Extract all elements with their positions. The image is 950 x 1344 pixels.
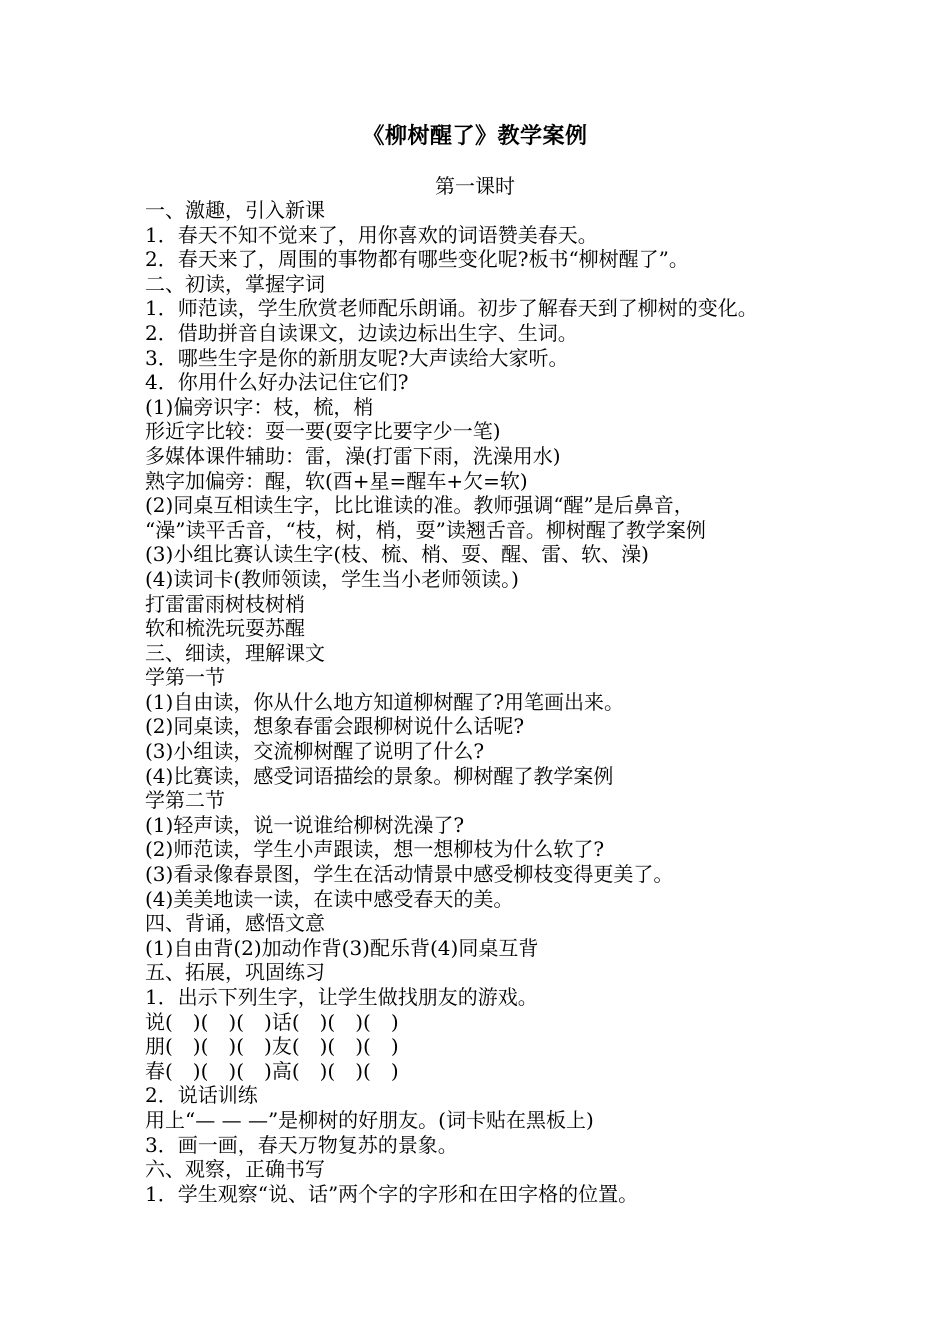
text-line: 1．师范读，学生欣赏老师配乐朗诵。初步了解春天到了柳树的变化。	[145, 296, 758, 321]
text-line: 3．哪些生字是你的新朋友呢?大声读给大家听。	[145, 345, 569, 370]
text-line: 1．出示下列生字，让学生做找朋友的游戏。	[145, 985, 538, 1009]
text-line: 形近字比较：耍一要(耍字比要字少一笔)	[145, 419, 501, 444]
text-line: (4)比赛读，感受词语描绘的景象。柳树醒了教学案例	[145, 763, 614, 788]
section-heading-2: 二、初读，掌握字词	[145, 271, 325, 296]
text-line: 1．春天不知不觉来了，用你喜欢的词语赞美春天。	[145, 222, 598, 247]
section-heading-1: 一、激趣，引入新课	[145, 198, 325, 222]
text-line: 春( )( )( )高( )( )( )	[145, 1058, 399, 1083]
text-line: 1．学生观察“说、话”两个字的字形和在田字格的位置。	[145, 1181, 639, 1206]
section-heading-4: 四、背诵，感悟文意	[145, 911, 325, 936]
text-line: (3)小组比赛认读生字(枝、梳、梢、耍、醒、雷、软、澡)	[145, 542, 649, 567]
text-line: 软和梳洗玩耍苏醒	[145, 616, 305, 641]
text-line: (4)美美地读一读，在读中感受春天的美。	[145, 886, 514, 911]
text-line: 多媒体课件辅助：雷，澡(打雷下雨，洗澡用水)	[145, 443, 561, 468]
section-heading-3: 三、细读，理解课文	[145, 640, 325, 665]
text-line: 用上“— — —”是柳树的好朋友。(词卡贴在黑板上)	[145, 1107, 594, 1132]
text-line: (2)师范读，学生小声跟读，想一想柳枝为什么软了?	[145, 837, 605, 862]
text-line: (2)同桌互相读生字，比比谁读的准。教师强调“醒”是后鼻音，	[145, 493, 694, 518]
lesson-period: 第一课时	[435, 174, 515, 198]
text-line: (1)自由背(2)加动作背(3)配乐背(4)同桌互背	[145, 935, 539, 960]
document-title: 《柳树醒了》教学案例	[362, 123, 588, 149]
text-line: 打雷雷雨树枝树梢	[145, 591, 305, 616]
text-line: 2．说话训练	[145, 1083, 258, 1108]
text-line: 说( )( )( )话( )( )( )	[145, 1009, 399, 1034]
text-line: (4)读词卡(教师领读，学生当小老师领读。)	[145, 566, 519, 591]
text-line: (3)看录像春景图，学生在活动情景中感受柳枝变得更美了。	[145, 862, 674, 887]
text-line: (1)偏旁识字：枝，梳，梢	[145, 394, 374, 419]
text-line: 学第二节	[145, 788, 225, 813]
text-line: 学第一节	[145, 665, 225, 690]
text-line: (1)自由读，你从什么地方知道柳树醒了?用笔画出来。	[145, 689, 625, 714]
text-line: 熟字加偏旁：醒，软(酉+星=醒车+欠=软)	[145, 468, 528, 493]
document-body	[145, 198, 825, 1206]
text-line: “澡”读平舌音，“枝，树，梢，耍”读翘舌音。柳树醒了教学案例	[145, 517, 706, 542]
text-line: 4．你用什么好办法记住它们?	[145, 370, 409, 395]
text-line: (3)小组读，交流柳树醒了说明了什么?	[145, 739, 485, 764]
text-line: (2)同桌读，想象春雷会跟柳树说什么话呢?	[145, 714, 525, 739]
section-heading-5: 五、拓展，巩固练习	[145, 960, 325, 985]
section-heading-6: 六、观察，正确书写	[145, 1157, 325, 1182]
text-line: 2．借助拼音自读课文，边读边标出生字、生词。	[145, 320, 578, 345]
text-line: (1)轻声读，说一说谁给柳树洗澡了?	[145, 812, 465, 837]
text-line: 2．春天来了，周围的事物都有哪些变化呢?板书“柳树醒了”。	[145, 247, 689, 272]
text-line: 3．画一画，春天万物复苏的景象。	[145, 1132, 458, 1157]
text-line: 朋( )( )( )友( )( )( )	[145, 1034, 399, 1059]
